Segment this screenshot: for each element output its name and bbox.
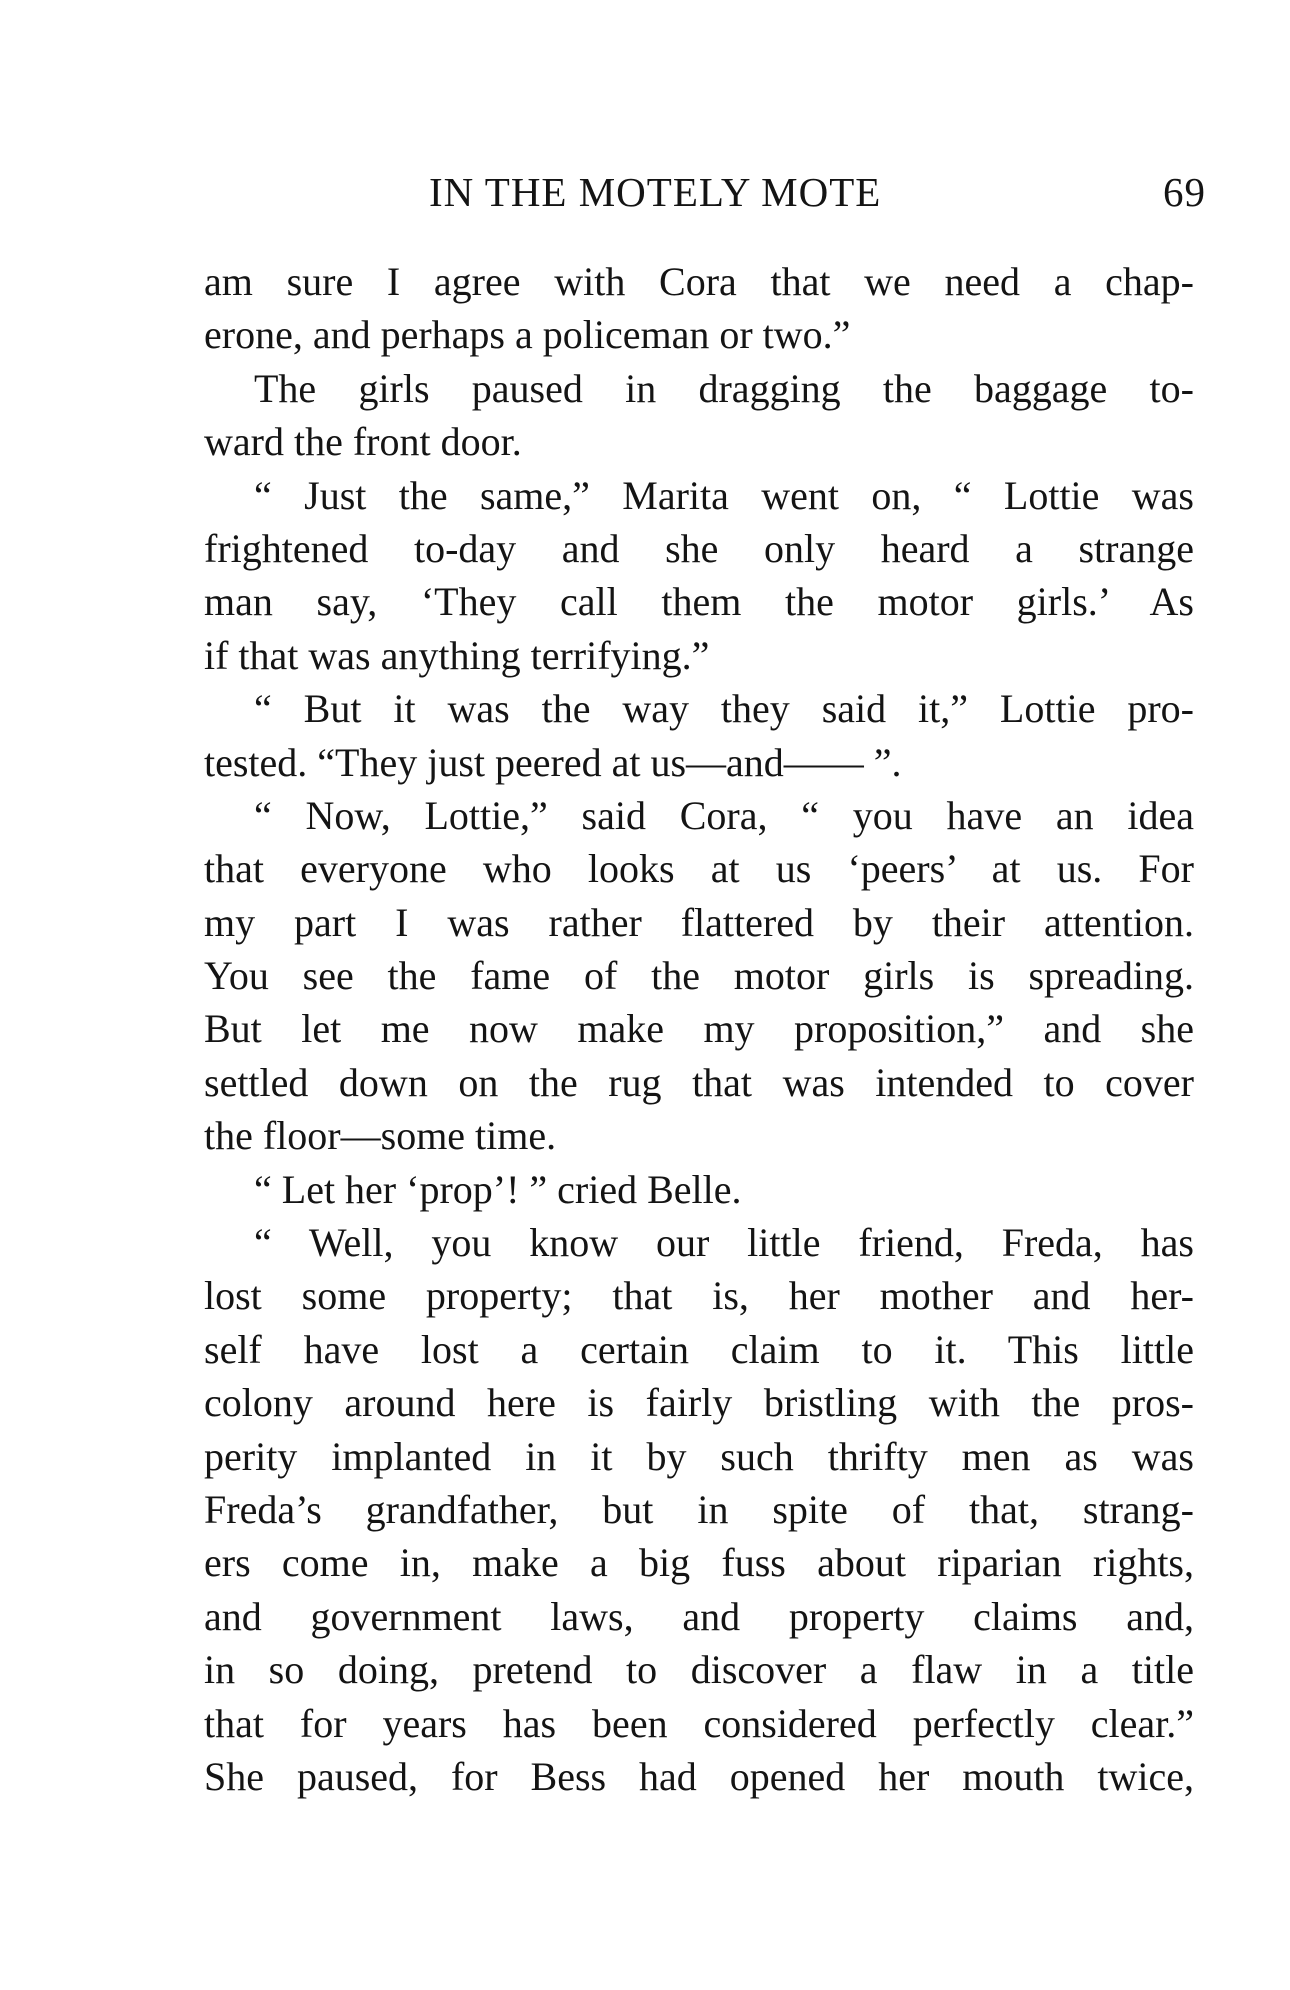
text-line: in so doing, pretend to discover a flaw in a title	[204, 1647, 1194, 1693]
body-text	[204, 255, 1194, 1803]
text-line: erone, and perhaps a policeman or two.”	[204, 312, 851, 358]
text-line: colony around here is fairly bristling with the pros-	[204, 1380, 1194, 1426]
text-line: “ But it was the way they said it,” Lottie pro-	[254, 686, 1194, 732]
text-line: The girls paused in dragging the baggage to-	[254, 365, 1194, 411]
text-line: She paused, for Bess had opened her mouth twice,	[204, 1753, 1194, 1799]
text-line: “ Just the same,” Marita went on, “ Lottie was	[254, 472, 1194, 518]
text-line: “ Let her ‘prop’! ” cried Belle.	[254, 1166, 742, 1212]
text-line: that everyone who looks at us ‘peers’ at us. For	[204, 846, 1194, 892]
text-line: man say, ‘They call them the motor girls.’ As	[204, 579, 1194, 625]
text-line: lost some property; that is, her mother and her-	[204, 1273, 1194, 1319]
text-line: “ Now, Lottie,” said Cora, “ you have an idea	[254, 792, 1194, 838]
text-line: “ Well, you know our little friend, Freda, has	[254, 1220, 1194, 1266]
text-line: tested. “They just peered at us—and—— ”.	[204, 739, 902, 785]
text-line: You see the fame of the motor girls is spreading.	[204, 953, 1194, 999]
running-title: IN THE MOTELY MOTE	[429, 169, 882, 215]
text-line: am sure I agree with Cora that we need a chap-	[204, 259, 1194, 304]
text-line: settled down on the rug that was intended to cover	[204, 1059, 1194, 1105]
text-line: But let me now make my proposition,” and she	[204, 1006, 1194, 1052]
text-line: that for years has been considered perfectly clear.”	[204, 1700, 1194, 1746]
text-line: ers come in, make a big fuss about riparian rights,	[204, 1540, 1194, 1586]
text-line: Freda’s grandfather, but in spite of that, strang-	[204, 1486, 1194, 1532]
text-line: and government laws, and property claims and,	[204, 1593, 1194, 1639]
text-line: my part I was rather flattered by their attention.	[204, 899, 1194, 945]
text-line: self have lost a certain claim to it. This little	[204, 1326, 1194, 1372]
text-line: perity implanted in it by such thrifty men as was	[204, 1433, 1194, 1479]
text-line: if that was anything terrifying.”	[204, 632, 710, 678]
running-head	[204, 168, 1206, 222]
page-number: 69	[1163, 169, 1206, 215]
text-line: frightened to-day and she only heard a strange	[204, 525, 1194, 571]
text-line: the floor—some time.	[204, 1113, 557, 1159]
text-line: ward the front door.	[204, 419, 522, 465]
